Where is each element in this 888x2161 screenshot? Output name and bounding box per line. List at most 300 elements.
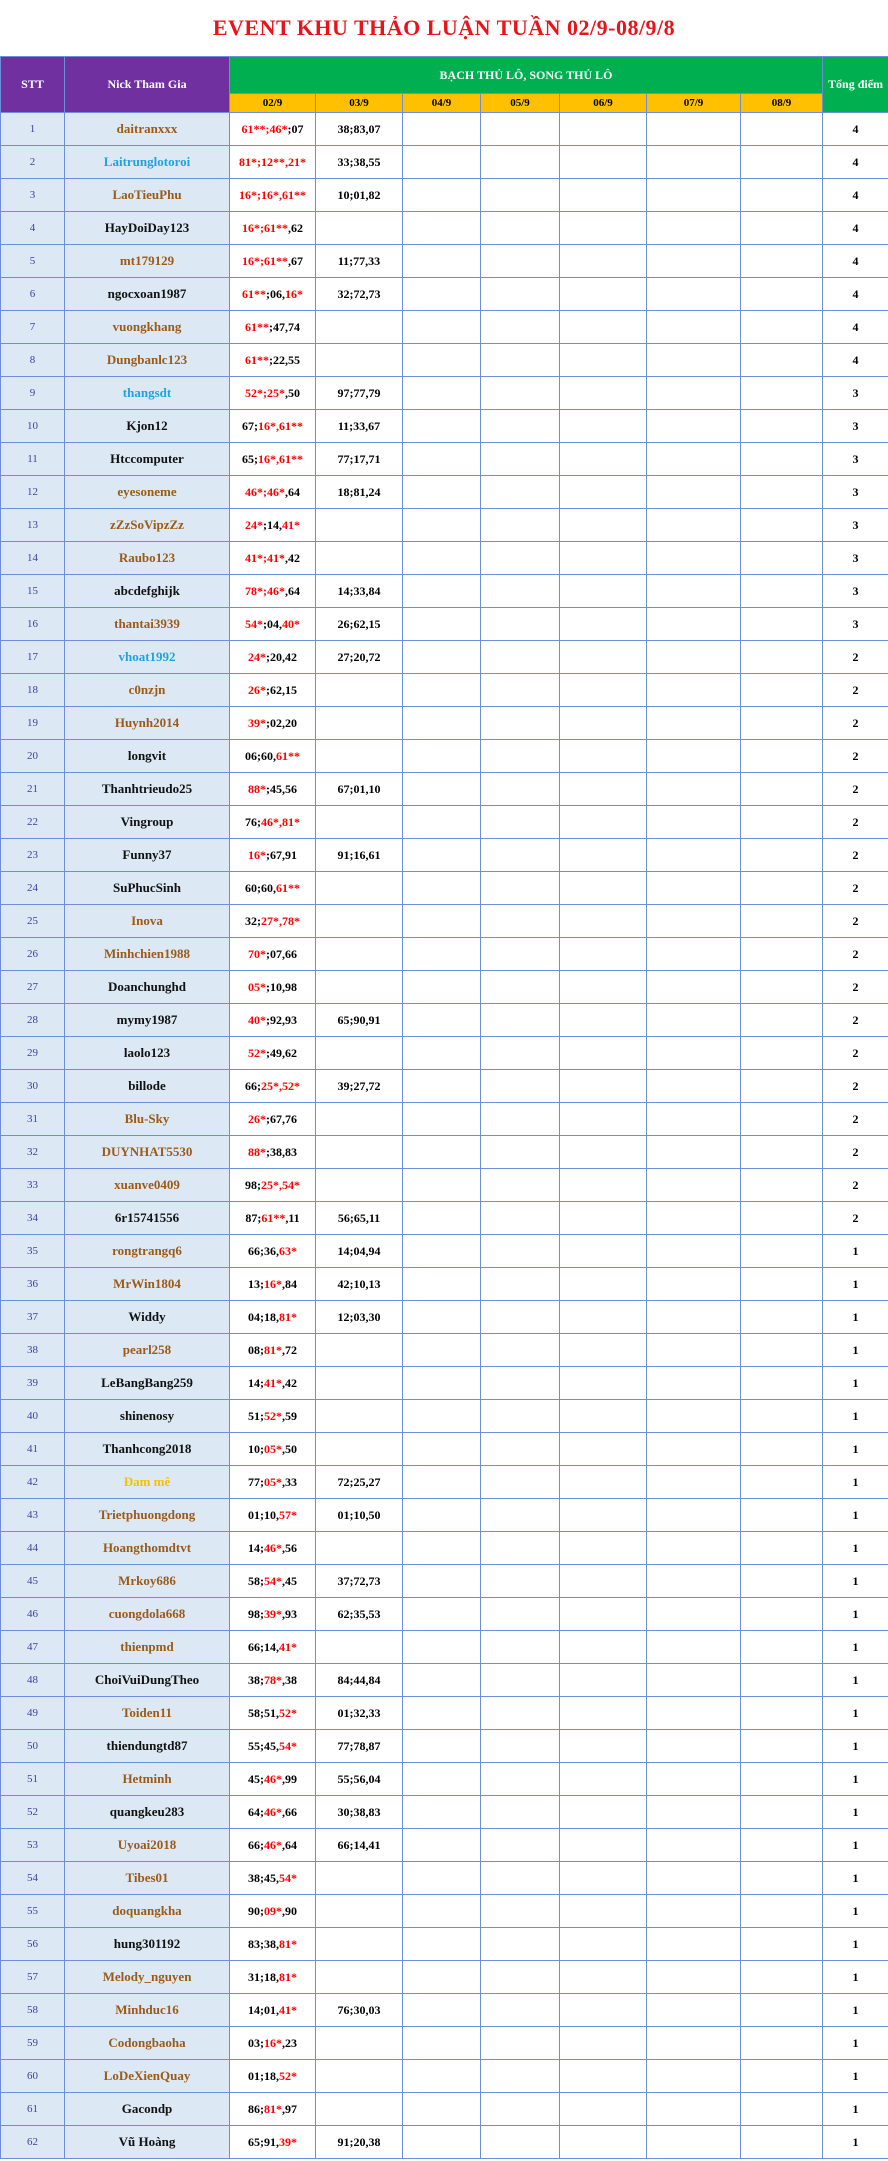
row-day-empty — [741, 938, 823, 971]
row-nick: Inova — [65, 905, 230, 938]
row-total: 2 — [823, 1037, 888, 1070]
row-day-empty — [560, 773, 647, 806]
row-total: 4 — [823, 344, 888, 377]
row-nick: SuPhucSinh — [65, 872, 230, 905]
row-day-03 — [316, 1037, 403, 1070]
pick-number: 31;18, — [248, 1969, 279, 1984]
row-day-empty — [560, 377, 647, 410]
row-day-empty — [647, 377, 741, 410]
row-total: 1 — [823, 1730, 888, 1763]
row-stt: 36 — [1, 1268, 65, 1301]
row-day-empty — [741, 1829, 823, 1862]
row-day-empty — [403, 1037, 481, 1070]
row-stt: 28 — [1, 1004, 65, 1037]
pick-number: ,50 — [282, 1441, 297, 1456]
row-day-empty — [403, 1103, 481, 1136]
table-row — [1, 1697, 888, 1730]
row-total: 1 — [823, 2060, 888, 2093]
row-day-empty — [647, 2027, 741, 2060]
row-day-03 — [316, 872, 403, 905]
pick-number: ;14, — [263, 517, 282, 532]
pick-number: 06;60, — [245, 748, 276, 763]
row-total: 2 — [823, 839, 888, 872]
hit-number: 88* — [248, 781, 266, 796]
table-row — [1, 1103, 888, 1136]
row-day-empty — [647, 1796, 741, 1829]
row-day-empty — [403, 1367, 481, 1400]
row-day-empty — [741, 707, 823, 740]
row-day-empty — [560, 1829, 647, 1862]
row-day-02 — [230, 872, 316, 905]
row-day-empty — [403, 278, 481, 311]
row-day-empty — [741, 1862, 823, 1895]
row-day-empty — [481, 905, 560, 938]
row-day-empty — [741, 971, 823, 1004]
row-day-03: 14;33,84 — [316, 575, 403, 608]
row-total: 2 — [823, 1070, 888, 1103]
row-day-empty — [647, 1367, 741, 1400]
table-row — [1, 377, 888, 410]
row-stt: 57 — [1, 1961, 65, 1994]
row-day-03: 12;03,30 — [316, 1301, 403, 1334]
row-day-empty — [741, 1664, 823, 1697]
row-day-empty — [647, 1301, 741, 1334]
pick-number: 38;45, — [248, 1870, 279, 1885]
header-group: BẠCH THỦ LÔ, SONG THỦ LÔ — [230, 57, 823, 94]
row-day-02 — [230, 1598, 316, 1631]
row-nick: billode — [65, 1070, 230, 1103]
row-day-02 — [230, 1070, 316, 1103]
row-day-empty — [481, 1466, 560, 1499]
pick-number: 77; — [248, 1474, 264, 1489]
hit-number: 61** — [276, 748, 300, 763]
row-stt: 49 — [1, 1697, 65, 1730]
pick-number: ;22,55 — [269, 352, 300, 367]
row-nick: LaoTieuPhu — [65, 179, 230, 212]
row-day-empty — [560, 1136, 647, 1169]
table-row — [1, 1961, 888, 1994]
row-nick: mymy1987 — [65, 1004, 230, 1037]
row-day-empty — [481, 971, 560, 1004]
row-day-empty — [403, 575, 481, 608]
row-day-empty — [481, 179, 560, 212]
row-day-empty — [647, 1631, 741, 1664]
row-stt: 58 — [1, 1994, 65, 2027]
pick-number: ,50 — [285, 385, 300, 400]
row-day-empty — [741, 1499, 823, 1532]
pick-number: 14; — [248, 1540, 264, 1555]
row-day-empty — [741, 872, 823, 905]
row-day-empty — [741, 1202, 823, 1235]
row-day-02 — [230, 278, 316, 311]
row-day-empty — [403, 2093, 481, 2126]
row-day-empty — [647, 575, 741, 608]
row-stt: 30 — [1, 1070, 65, 1103]
row-day-02 — [230, 1664, 316, 1697]
row-day-empty — [481, 575, 560, 608]
row-stt: 51 — [1, 1763, 65, 1796]
row-stt: 31 — [1, 1103, 65, 1136]
row-total: 2 — [823, 674, 888, 707]
hit-number: 88* — [248, 1144, 266, 1159]
row-day-empty — [481, 1136, 560, 1169]
table-row — [1, 1664, 888, 1697]
row-day-empty — [481, 674, 560, 707]
row-stt: 32 — [1, 1136, 65, 1169]
row-day-empty — [481, 2027, 560, 2060]
hit-number: 16* — [248, 847, 266, 862]
hit-number: 81* — [264, 1342, 282, 1357]
row-stt: 45 — [1, 1565, 65, 1598]
row-total: 1 — [823, 1301, 888, 1334]
row-stt: 47 — [1, 1631, 65, 1664]
row-day-empty — [481, 1070, 560, 1103]
pick-number: ;07 — [287, 121, 304, 136]
row-day-empty — [403, 1400, 481, 1433]
table-row — [1, 1202, 888, 1235]
row-day-empty — [560, 971, 647, 1004]
table-row — [1, 245, 888, 278]
table-row — [1, 872, 888, 905]
row-day-empty — [560, 1202, 647, 1235]
table-row — [1, 542, 888, 575]
row-day-empty — [560, 212, 647, 245]
row-nick: vhoat1992 — [65, 641, 230, 674]
row-day-empty — [741, 1763, 823, 1796]
row-nick: Vũ Hoàng — [65, 2126, 230, 2159]
row-day-empty — [403, 1136, 481, 1169]
row-stt: 6 — [1, 278, 65, 311]
row-day-03 — [316, 2093, 403, 2126]
hit-number: 81* — [279, 1309, 297, 1324]
row-day-empty — [647, 1499, 741, 1532]
row-total: 1 — [823, 1664, 888, 1697]
row-stt: 50 — [1, 1730, 65, 1763]
row-nick: Htccomputer — [65, 443, 230, 476]
row-nick: Uyoai2018 — [65, 1829, 230, 1862]
row-day-empty — [741, 1565, 823, 1598]
pick-number: 86; — [248, 2101, 264, 2116]
row-day-empty — [741, 1466, 823, 1499]
table-row — [1, 212, 888, 245]
row-day-empty — [403, 1433, 481, 1466]
pick-number: 58; — [248, 1573, 264, 1588]
row-total: 4 — [823, 212, 888, 245]
row-total: 2 — [823, 740, 888, 773]
row-day-03 — [316, 1136, 403, 1169]
row-day-empty — [403, 1202, 481, 1235]
row-total: 4 — [823, 245, 888, 278]
hit-number: 61** — [245, 319, 269, 334]
pick-number: 98; — [245, 1177, 261, 1192]
row-total: 1 — [823, 2126, 888, 2159]
row-day-empty — [481, 1631, 560, 1664]
row-stt: 1 — [1, 113, 65, 146]
row-day-03: 32;72,73 — [316, 278, 403, 311]
row-day-empty — [481, 1961, 560, 1994]
table-row — [1, 773, 888, 806]
pick-number: ,42 — [285, 550, 300, 565]
row-nick: Hetminh — [65, 1763, 230, 1796]
row-day-empty — [403, 1268, 481, 1301]
row-day-03: 97;77,79 — [316, 377, 403, 410]
row-day-empty — [560, 608, 647, 641]
page-title: EVENT KHU THẢO LUẬN TUẦN 02/9-08/9/8 — [212, 15, 676, 40]
row-stt: 20 — [1, 740, 65, 773]
pick-number: 66; — [248, 1837, 264, 1852]
pick-number: 67; — [242, 418, 258, 433]
row-day-empty — [481, 344, 560, 377]
row-day-empty — [403, 1301, 481, 1334]
row-day-empty — [647, 806, 741, 839]
row-day-03 — [316, 806, 403, 839]
row-day-empty — [741, 476, 823, 509]
table-row — [1, 476, 888, 509]
hit-number: 41*;41* — [245, 550, 285, 565]
row-total: 1 — [823, 1235, 888, 1268]
row-day-empty — [481, 1598, 560, 1631]
row-day-empty — [403, 1598, 481, 1631]
row-day-empty — [647, 212, 741, 245]
table-row — [1, 1532, 888, 1565]
header-date: 07/9 — [647, 94, 741, 113]
pick-number: 66; — [245, 1078, 261, 1093]
row-day-03: 91;20,38 — [316, 2126, 403, 2159]
row-day-empty — [741, 443, 823, 476]
row-day-empty — [647, 1433, 741, 1466]
row-day-empty — [560, 1169, 647, 1202]
row-day-empty — [403, 2126, 481, 2159]
row-day-empty — [481, 1004, 560, 1037]
row-total: 2 — [823, 1202, 888, 1235]
row-total: 1 — [823, 1697, 888, 1730]
table-row — [1, 1895, 888, 1928]
row-day-empty — [560, 1070, 647, 1103]
row-day-empty — [560, 1730, 647, 1763]
row-day-empty — [741, 1136, 823, 1169]
row-day-03 — [316, 1400, 403, 1433]
row-day-empty — [647, 674, 741, 707]
row-day-empty — [647, 1763, 741, 1796]
row-total: 1 — [823, 1895, 888, 1928]
row-day-03: 67;01,10 — [316, 773, 403, 806]
row-day-empty — [647, 608, 741, 641]
row-day-empty — [741, 377, 823, 410]
hit-number: 81* — [279, 1969, 297, 1984]
row-day-03: 84;44,84 — [316, 1664, 403, 1697]
pick-number: ;04, — [263, 616, 282, 631]
row-stt: 2 — [1, 146, 65, 179]
row-day-empty — [647, 443, 741, 476]
hit-number: 25*,52* — [261, 1078, 300, 1093]
table-row — [1, 179, 888, 212]
row-nick: Thanhtrieudo25 — [65, 773, 230, 806]
row-day-empty — [403, 1928, 481, 1961]
row-nick: doquangkha — [65, 1895, 230, 1928]
row-nick: quangkeu283 — [65, 1796, 230, 1829]
row-stt: 33 — [1, 1169, 65, 1202]
row-day-empty — [403, 509, 481, 542]
row-day-empty — [403, 2027, 481, 2060]
row-total: 4 — [823, 146, 888, 179]
row-nick: Tibes01 — [65, 1862, 230, 1895]
row-total: 1 — [823, 2093, 888, 2126]
row-nick: LoDeXienQuay — [65, 2060, 230, 2093]
row-day-empty — [741, 1235, 823, 1268]
row-total: 1 — [823, 1598, 888, 1631]
row-day-03: 39;27,72 — [316, 1070, 403, 1103]
row-day-02 — [230, 1334, 316, 1367]
row-nick: DUYNHAT5530 — [65, 1136, 230, 1169]
row-day-empty — [647, 1565, 741, 1598]
row-day-empty — [647, 839, 741, 872]
pick-number: 87; — [245, 1210, 262, 1225]
table-row — [1, 1301, 888, 1334]
row-day-empty — [560, 410, 647, 443]
row-day-empty — [647, 410, 741, 443]
row-day-empty — [403, 146, 481, 179]
row-day-empty — [741, 410, 823, 443]
row-day-empty — [560, 1895, 647, 1928]
row-nick: LeBangBang259 — [65, 1367, 230, 1400]
row-day-empty — [403, 641, 481, 674]
row-stt: 56 — [1, 1928, 65, 1961]
hit-number: 26* — [248, 682, 266, 697]
row-day-02 — [230, 806, 316, 839]
row-day-empty — [741, 1928, 823, 1961]
row-nick: MrWin1804 — [65, 1268, 230, 1301]
row-day-empty — [481, 1730, 560, 1763]
row-day-02 — [230, 1763, 316, 1796]
row-day-empty — [481, 839, 560, 872]
row-day-03: 37;72,73 — [316, 1565, 403, 1598]
hit-number: 05* — [264, 1474, 282, 1489]
row-day-03: 14;04,94 — [316, 1235, 403, 1268]
hit-number: 41* — [279, 2002, 297, 2017]
row-day-empty — [560, 707, 647, 740]
row-day-empty — [741, 1268, 823, 1301]
pick-number: 83;38, — [248, 1936, 279, 1951]
row-nick: pearl258 — [65, 1334, 230, 1367]
table-row — [1, 1334, 888, 1367]
hit-number: 52* — [279, 2068, 297, 2083]
row-day-empty — [481, 146, 560, 179]
row-day-empty — [403, 179, 481, 212]
row-total: 4 — [823, 179, 888, 212]
row-day-03 — [316, 971, 403, 1004]
row-day-empty — [741, 344, 823, 377]
row-day-03 — [316, 905, 403, 938]
row-day-empty — [647, 1268, 741, 1301]
row-day-03 — [316, 1631, 403, 1664]
row-day-02 — [230, 905, 316, 938]
row-day-empty — [741, 2093, 823, 2126]
row-day-empty — [560, 1763, 647, 1796]
row-stt: 44 — [1, 1532, 65, 1565]
row-day-empty — [560, 344, 647, 377]
row-day-empty — [481, 1334, 560, 1367]
row-day-02 — [230, 146, 316, 179]
row-day-03: 38;83,07 — [316, 113, 403, 146]
pick-number: 38; — [248, 1672, 264, 1687]
row-day-empty — [481, 443, 560, 476]
row-day-empty — [481, 1928, 560, 1961]
hit-number: 46* — [264, 1771, 282, 1786]
row-day-03 — [316, 1532, 403, 1565]
row-day-empty — [741, 575, 823, 608]
row-day-empty — [560, 1433, 647, 1466]
row-stt: 55 — [1, 1895, 65, 1928]
row-stt: 42 — [1, 1466, 65, 1499]
row-day-02 — [230, 1169, 316, 1202]
table-row — [1, 1466, 888, 1499]
hit-number: 40* — [248, 1012, 266, 1027]
row-total: 1 — [823, 1796, 888, 1829]
pick-number: ;07,66 — [266, 946, 297, 961]
row-day-empty — [741, 1004, 823, 1037]
row-day-empty — [403, 1796, 481, 1829]
hit-number: 41* — [264, 1375, 282, 1390]
row-day-empty — [647, 1862, 741, 1895]
table-row — [1, 311, 888, 344]
row-day-empty — [560, 1334, 647, 1367]
hit-number: 05* — [264, 1441, 282, 1456]
row-day-empty — [560, 2027, 647, 2060]
pick-number: ,56 — [282, 1540, 297, 1555]
table-row — [1, 905, 888, 938]
row-stt: 37 — [1, 1301, 65, 1334]
header-date: 06/9 — [560, 94, 647, 113]
pick-number: ;10,98 — [266, 979, 297, 994]
hit-number: 61** — [242, 286, 266, 301]
row-stt: 52 — [1, 1796, 65, 1829]
row-day-03: 62;35,53 — [316, 1598, 403, 1631]
table-row — [1, 806, 888, 839]
row-day-empty — [403, 1961, 481, 1994]
table-row — [1, 839, 888, 872]
row-day-empty — [741, 740, 823, 773]
row-day-empty — [647, 971, 741, 1004]
pick-number: 65; — [242, 451, 258, 466]
row-day-empty — [481, 740, 560, 773]
row-nick: cuongdola668 — [65, 1598, 230, 1631]
row-day-03 — [316, 1862, 403, 1895]
row-day-empty — [560, 245, 647, 278]
row-day-empty — [741, 1796, 823, 1829]
table-row — [1, 1004, 888, 1037]
table-row — [1, 1928, 888, 1961]
pick-number: 10; — [248, 1441, 264, 1456]
row-day-empty — [647, 1961, 741, 1994]
hit-number: 26* — [248, 1111, 266, 1126]
row-day-empty — [481, 1697, 560, 1730]
row-total: 1 — [823, 1334, 888, 1367]
row-nick: HayDoiDay123 — [65, 212, 230, 245]
row-day-empty — [647, 1235, 741, 1268]
row-day-empty — [403, 1730, 481, 1763]
row-total: 1 — [823, 1532, 888, 1565]
row-nick: Laitrunglotoroi — [65, 146, 230, 179]
row-day-empty — [481, 2093, 560, 2126]
hit-number: 41* — [279, 1639, 297, 1654]
row-stt: 39 — [1, 1367, 65, 1400]
row-day-empty — [403, 443, 481, 476]
row-day-03 — [316, 1895, 403, 1928]
row-day-empty — [403, 1763, 481, 1796]
row-stt: 11 — [1, 443, 65, 476]
row-day-empty — [647, 1070, 741, 1103]
row-day-02 — [230, 311, 316, 344]
